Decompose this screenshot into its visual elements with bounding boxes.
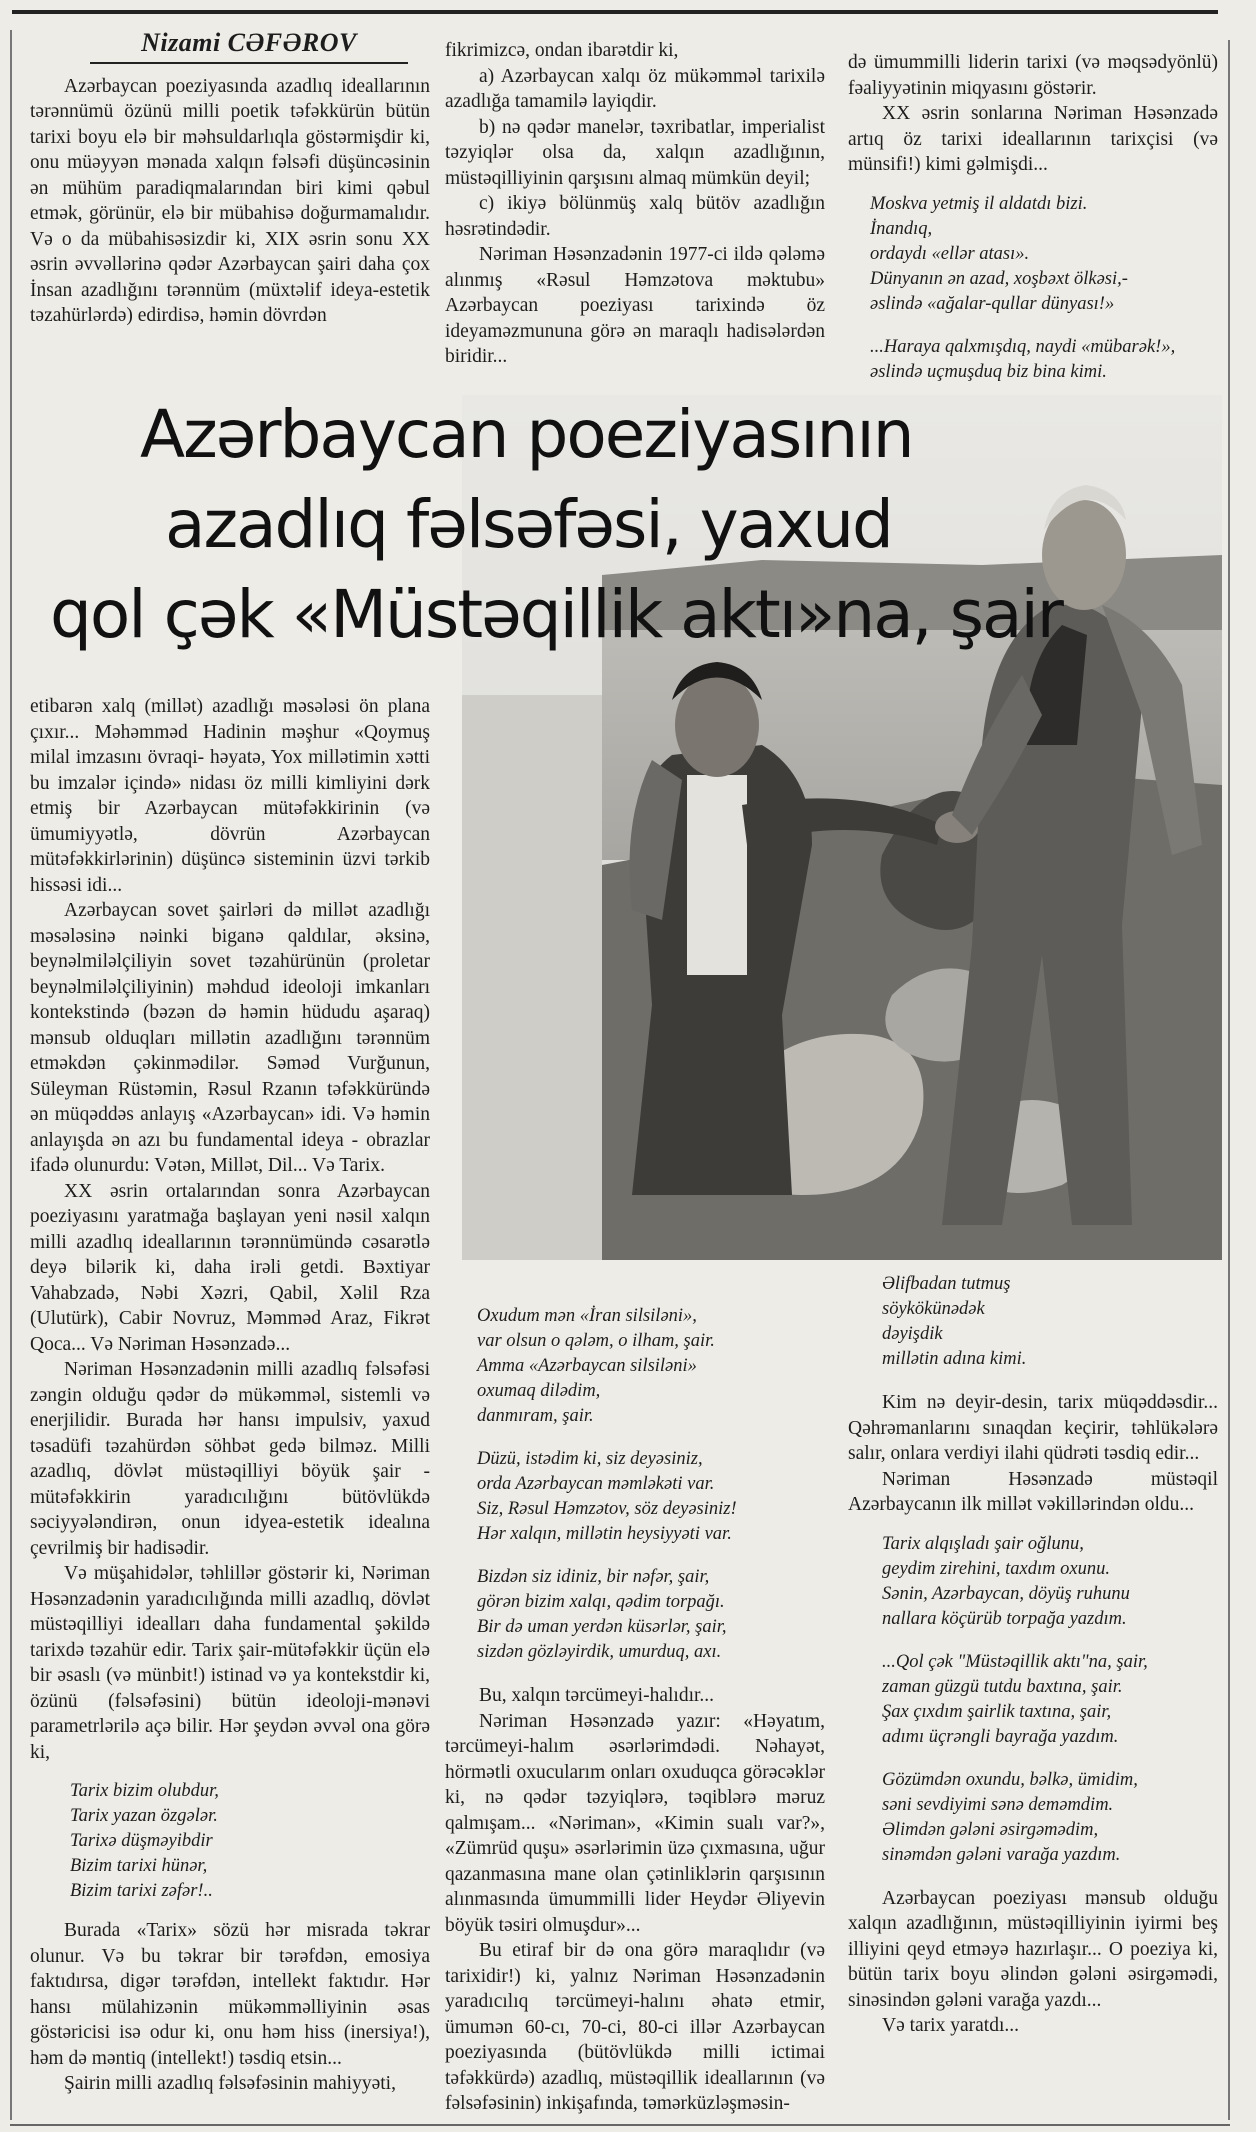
poem-line: əslində «ağalar-qullar dünyası!»: [870, 293, 1115, 314]
paragraph: Nəriman Həsənzadə müstəqil Azərbaycanın ilk millət vəkillərindən oldu...: [848, 1468, 1218, 1515]
column-2-top: [445, 38, 825, 370]
paragraph: Və müşahidələr, təhlillər göstərir ki, Nəriman Həsənzadənin yaradıcılığında milli azadlıq, dövlət müstəqilliyi idealları daha fundamental şəkildə tarixdə təzahür edir. Tarix şair-mütəfəkkir üçün elə bir əsaslı (və münbit!) istinad və ya kontekstdir ki, özünü (fəlsəfəsini) bütün ideoloji-mənəvi parametrlərilə açə bilir. Hər şeydən əvvəl ona görə ki,: [30, 1563, 430, 1763]
poem-line: Sənin, Azərbaycan, döyüş ruhunu: [882, 1583, 1130, 1604]
paragraph: Azərbaycan sovet şairləri də millət azadlığı məsələsinə nəinki biganə qaldılar, əksinə, beynəlmiləlçiliyin sovet təzahürünün (proletar beynəlmiləlçiliyinin) məhdud ideoloji imkanları kontekstində (bəzən də həmin hüdudu aşaraq) mənsub olduqları millətin azadlığını tərənnüm etməkdən çəkinmədilər. Səməd Vurğunun, Süleyman Rüstəmin, Rəsul Rzanın təfəkküründə ən müqəddəs anlayış «Azərbaycan» idi. Və həmin anlayışda ən azı bu fundamental ideya - obrazlar ifadə olunurdu: Vətən, Millət, Dil... Və Tarix.: [30, 900, 430, 1176]
poem-stanza: [882, 1650, 1218, 1750]
paragraph: XX əsrin sonlarına Nəriman Həsənzadə artıq öz tarixi ideallarının tarixçisi (və münsifi!) kimi gəlmişdi...: [848, 103, 1218, 175]
poem-line: sinəmdən gələni varağa yazdım.: [882, 1844, 1121, 1865]
left-column-rule: [10, 30, 12, 2120]
poem-line: Tarixə düşməyibdir: [70, 1831, 213, 1851]
paragraph: də ümummilli liderin tarixi (və məqsədyönlü) fəaliyyətinin miqyasını göstərir.: [848, 52, 1218, 99]
poem-line: Bizim tarixi hünər,: [70, 1856, 208, 1876]
poem-line: Amma «Azərbaycan silsiləni»: [477, 1356, 697, 1376]
poem-line: millətin adına kimi.: [882, 1349, 1027, 1369]
poem-line: söykökünədək: [882, 1299, 985, 1319]
column-1-top: [30, 30, 430, 329]
paragraph: XX əsrin ortalarından sonra Azərbaycan poeziyasını yaratmağa başlayan yeni nəsil xalqın milli azadlıq ideallarının tərənnümündə cəsarətlə deyə bilərik ki, daha irəli getdi. Bəxtiyar Vahabzadə, Nəbi Xəzri, Qabil, Xəlil Rza (Ulutürk), Cabir Novruz, Məmməd Araz, Fikrət Qoca... Və Nəriman Həsənzadə...: [30, 1180, 430, 1355]
poem-line: Oxudum mən «İran silsiləni»,: [477, 1306, 697, 1326]
poem-line: Bizdən siz idiniz, bir nəfər, şair,: [477, 1567, 710, 1587]
poem-line: oxumaq dilədim,: [477, 1381, 601, 1401]
poem-line: səni sevdiyimi sənə deməmdim.: [882, 1794, 1114, 1815]
article-headline: [30, 390, 1070, 660]
poem-line: nallara köçürüb torpağa yazdım.: [882, 1608, 1127, 1629]
poem-line: Hər xalqın, millətin heysiyyəti var.: [477, 1524, 732, 1544]
poem-line: Dünyanın ən azad, xoşbəxt ölkəsi,-: [870, 268, 1128, 289]
poem-tarix: [70, 1779, 430, 1904]
poem-line: Əlimdən gələni əsirgəmədim,: [882, 1819, 1099, 1840]
poem-elifba: [882, 1272, 1218, 1372]
column-3-top: [848, 50, 1218, 385]
list-item-b: b) nə qədər manelər, təxribatlar, imperialist təzyiqlər olsa da, xalqın azadlığının, müstəqilliyinin qarşısını almaq mümkün deyil;: [445, 116, 825, 189]
poem-line: danmıram, şair.: [477, 1406, 594, 1426]
poem-stanza: [882, 1532, 1218, 1632]
paragraph: Nəriman Həsənzadə yazır: «Həyatım, tərcümeyi-halım əsərlərimdədi. Nəhayət, hörmətli oxucularım onları oxuduqca görəcəklər ki, nə qədər təzyiqlərə, təqiblərə məruz qalmışam... «Nəriman», «Kimin sualı var?», «Zümrüd quşu» əsərlərimin üzə çıxmasına, uğur qazanmasına mane olan çətinliklərin qarşısının alınmasında ümummilli lider Heydər Əliyevin böyük təsiri olmuşdur»...: [445, 1710, 825, 1936]
paragraph: Nəriman Həsənzadənin milli azadlıq fəlsəfəsi zəngin olduğu qədər də mükəmməl, sistemli və enerjilidir. Burada hər hansı impulsiv, yaxud təsadüfi təzahürdən söhbət gedə bilməz. Milli azadlıq, dövlət müstəqilliyi böyük şair - mütəfəkkirin yaradıcılığını bütövlükdə səciyyələndirən, onun idyea-estetik idealına çevrilmiş bir hadisədir.: [30, 1359, 430, 1559]
top-rule: [12, 10, 1218, 14]
headline-line: qol çək «Müstəqillik aktı»na, şair: [50, 576, 1062, 653]
poem-line: Bir də uman yerdən küsərlər, şair,: [477, 1617, 727, 1637]
column-1-body: [30, 694, 430, 2097]
bottom-rule: [10, 2124, 1230, 2126]
poem-line: Tarix alqışladı şair oğlunu,: [882, 1533, 1084, 1554]
poem-stanza: [477, 1565, 825, 1665]
author-byline: Nizami CƏFƏROV: [90, 30, 408, 64]
poem-line: sizdən gözləyirdik, umurduq, axı.: [477, 1642, 722, 1662]
poem-line: adımı üçrəngli bayrağa yazdım.: [882, 1726, 1119, 1747]
paragraph: Bu, xalqın tərcümeyi-halıdır...: [479, 1685, 715, 1706]
poem-line: Gözümdən oxundu, bəlkə, ümidim,: [882, 1769, 1138, 1790]
paragraph: Və tarix yaratdı...: [882, 2015, 1019, 2036]
poem-line: orda Azərbaycan məmləkəti var.: [477, 1474, 715, 1494]
poem-line: zaman güzgü tutdu baxtına, şair.: [882, 1676, 1123, 1697]
paragraph: Kim nə deyir-desin, tarix müqəddəsdir... Qəhrəmanlarını sınaqdan keçirir, təhlükələrə salır, onlara verdiyi ilahi qüdrəti təsdiq edir...: [848, 1392, 1218, 1464]
headline-line: azadlıq fəlsəfəsi, yaxud: [165, 486, 892, 563]
poem-stanza: [882, 1768, 1218, 1868]
poem-line: dəyişdik: [882, 1324, 943, 1344]
poem-moskva: [870, 192, 1218, 317]
poem-line: geydim zirehini, taxdım oxunu.: [882, 1558, 1110, 1579]
headline-line: Azərbaycan poeziyasının: [140, 396, 913, 473]
poem-line: ordaydı «ellər atası».: [870, 243, 1030, 264]
poem-line: əslində uçmuşduq biz bina kimi.: [870, 361, 1107, 382]
poem-line: Tarix yazan özgələr.: [70, 1806, 218, 1826]
paragraph: Nəriman Həsənzadənin 1977-ci ildə qələmə alınmış «Rəsul Həmzətova məktubu» Azərbaycan poeziyası tarixində öz ideyaməzmununa görə ən maraqlı hadisələrdən biridir...: [445, 244, 825, 367]
list-item-c: c) ikiyə bölünmüş xalq bütöv azadlığın həsrətindədir.: [445, 193, 825, 240]
paragraph: Azərbaycan poeziyası mənsub olduğu xalqın azadlığının, müstəqilliyinin iyirmi beş illiyini qeyd etməyə hazırlaşır... O poeziya ki, bütün tarix boyu əlindən gələni əsirgəmədi, sinəsindən gələni varağa yazdı...: [848, 1887, 1218, 2011]
poem-line: ...Haraya qalxmışdıq, naydi «mübarək!»,: [870, 336, 1176, 357]
poem-stanza: [477, 1304, 825, 1429]
poem-haraya: [870, 335, 1218, 385]
poem-line: ...Qol çək "Müstəqillik aktı"na, şair,: [882, 1651, 1148, 1672]
column-3-body: [848, 1272, 1218, 2039]
right-column-rule: [1228, 40, 1230, 2120]
paragraph: etibarən xalq (millət) azadlığı məsələsi ön plana çıxır... Məhəmməd Hadinin məşhur «Qoymuş milal imzasını övraqi- həyatə, Yox millətimin xətti bu imzalər içində» nidası öz milli kimliyini dərk etmiş bir Azərbaycan mütəfəkkirinin (və ümumiyyətlə, dövrün Azərbaycan mütəfəkkirlərinin) düşüncə sisteminin üzvi tərkib hissəsi idi...: [30, 696, 430, 896]
list-item-a: a) Azərbaycan xalqı öz mükəmməl tarixilə azadlığa tamamilə layiqdir.: [445, 65, 825, 112]
poem-line: Düzü, istədim ki, siz deyəsiniz,: [477, 1449, 703, 1469]
paragraph: fikrimizcə, ondan ibarətdir ki,: [445, 40, 679, 61]
poem-line: Moskva yetmiş il aldatdı bizi.: [870, 193, 1088, 214]
paragraph: Azərbaycan poeziyasında azadlıq ideallarının tərənnümü özünü milli poetik təfəkkürün bütün tarixi boyu elə bir məhsuldarlıqla göstərmişdir ki, onu müəyyən mənada xalqın fəlsəfi düşüncəsinin ən mühüm paradiqmalarından biri kimi qəbul etmək, görünür, elə bir mübahisə doğurmamalıdır. Və o da mübahisəsizdir ki, XIX əsrin sonu XX əsrin əvvəllərinə qədər Azərbaycan şairi daha çox İnsan azadlığını tərənnüm (müxtəlif ideya-estetik təzahürlərdə) edirdisə, həmin dövrdən: [30, 75, 430, 326]
poem-line: var olsun o qələm, o ilham, şair.: [477, 1331, 715, 1351]
poem-line: Şax çıxdım şairlik taxtına, şair,: [882, 1701, 1112, 1722]
poem-line: görən bizim xalqı, qədim torpağı.: [477, 1592, 725, 1612]
poem-line: Bizim tarixi zəfər!..: [70, 1881, 213, 1901]
poem-line: Tarix bizim olubdur,: [70, 1781, 219, 1801]
paragraph: Şairin milli azadlıq fəlsəfəsinin mahiyyəti,: [64, 2073, 396, 2094]
poem-line: İnandıq,: [870, 218, 933, 239]
column-2-body: [445, 1304, 825, 2117]
paragraph: Bu etiraf bir də ona görə maraqlıdır (və tarixidir!) ki, yalnız Nəriman Həsənzadənin yaradıcılıq tərcümeyi-halını əhatə etmir, ümumən 60-cı, 70-ci, 80-ci illər Azərbaycan poeziyasında (bütövlükdə milli ictimai təfəkkürdə) azadlıq, müstəqillik ideallarının (və fəlsəfəsinin) inkişafında, təmərküzləşməsin-: [445, 1940, 825, 2114]
poem-line: Siz, Rəsul Həmzətov, söz deyəsiniz!: [477, 1499, 737, 1519]
paragraph: Burada «Tarix» sözü hər misrada təkrar olunur. Və bu təkrar bir tərəfdən, emosiya faktıdırsa, digər tərəfdən, intellekt faktıdır. Hər hansı mülahizənin mükəmməlliyinin əsas göstəricisi isə odur ki, onu həm hiss (inersiya!), həm də məntiq (intellekt!) təsdiq etsin...: [30, 1920, 430, 2069]
poem-stanza: [477, 1447, 825, 1547]
poem-line: Əlifbadan tutmuş: [882, 1274, 1011, 1294]
